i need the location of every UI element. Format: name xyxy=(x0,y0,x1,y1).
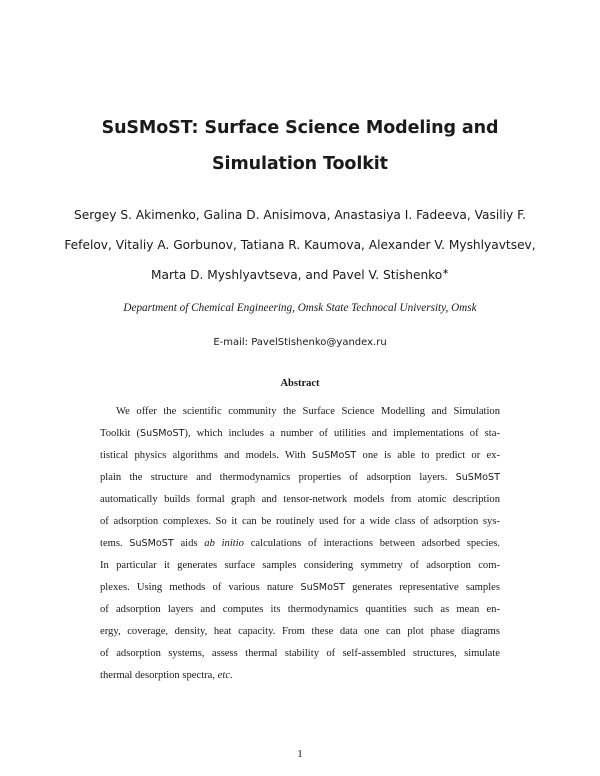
abstract-line xyxy=(100,602,500,617)
abstract-line xyxy=(100,580,500,595)
italic-term: ab initio xyxy=(204,538,244,549)
abstract-text: plain the structure and thermodynamics properties of adsorption layers. xyxy=(100,472,456,483)
abstract-line xyxy=(100,558,500,573)
abstract-text: automatically builds formal graph and tensor-network models from atomic description xyxy=(100,494,500,505)
authors-line-3 xyxy=(50,268,550,282)
italic-term: etc xyxy=(217,670,231,681)
authors-line-2: Fefelov, Vitaliy A. Gorbunov, Tatiana R. Kaumova, Alexander V. Myshlyavtsev, xyxy=(64,238,536,252)
software-name: SuSMoST xyxy=(311,450,357,461)
software-name: SuSMoST xyxy=(129,538,174,549)
software-name: SuSMoST xyxy=(455,472,500,483)
abstract-text: generates representative samples xyxy=(344,582,500,593)
abstract-line xyxy=(100,536,500,551)
paper-title-line-2: Simulation Toolkit xyxy=(212,154,388,174)
abstract-text: ergy, coverage, density, heat capacity. From these data one can plot phase diagrams xyxy=(100,626,500,637)
corresponding-author-mark: ∗ xyxy=(442,267,449,276)
abstract-line xyxy=(100,470,500,485)
affiliation: Department of Chemical Engineering, Omsk State Technocal University, Omsk xyxy=(123,302,477,314)
abstract-line xyxy=(100,514,500,529)
abstract-line xyxy=(100,646,500,661)
abstract-text: ), which includes a number of utilities and implementations of sta- xyxy=(184,428,500,439)
abstract-text: In particular it generates surface samples considering symmetry of adsorption com- xyxy=(100,560,500,571)
abstract-text: of adsorption layers and computes its thermodynamics quantities such as mean en- xyxy=(100,604,500,615)
abstract-text: tistical physics algorithms and models. With xyxy=(100,450,312,461)
abstract-text: thermal desorption spectra, xyxy=(100,670,218,681)
abstract-heading: Abstract xyxy=(280,378,320,389)
abstract-text: aids xyxy=(173,538,205,549)
email: E-mail: PavelStishenko@yandex.ru xyxy=(213,337,387,348)
abstract-line xyxy=(100,492,500,507)
abstract-text: tems. xyxy=(100,538,130,549)
abstract-text: of adsorption systems, assess thermal stability of self-assembled structures, simulate xyxy=(100,648,500,659)
authors-line-3-text: Marta D. Myshlyavtseva, and Pavel V. Stishenko xyxy=(151,268,443,282)
abstract-line xyxy=(100,426,500,441)
abstract-text: of adsorption complexes. So it can be routinely used for a wide class of adsorption sys- xyxy=(100,516,500,527)
page-number: 1 xyxy=(297,748,303,760)
authors-line-1: Sergey S. Akimenko, Galina D. Anisimova, Anastasiya I. Fadeeva, Vasiliy F. xyxy=(73,208,527,222)
abstract-text: We offer the scientific community the Surface Science Modelling and Simulation xyxy=(116,406,500,417)
abstract-line xyxy=(100,624,500,639)
abstract-text: . xyxy=(230,670,233,681)
abstract-text: Toolkit ( xyxy=(100,428,141,439)
abstract-text: plexes. Using methods of various nature xyxy=(100,582,301,593)
software-name: SuSMoST xyxy=(140,428,185,439)
abstract-text: one is able to predict or ex- xyxy=(356,450,500,461)
abstract-line xyxy=(100,668,500,683)
software-name: SuSMoST xyxy=(300,582,345,593)
abstract-line xyxy=(116,404,500,419)
abstract-line xyxy=(100,448,500,463)
abstract-text: calculations of interactions between adsorbed species. xyxy=(243,538,500,549)
paper-title-line-1: SuSMoST: Surface Science Modeling and xyxy=(101,118,499,138)
